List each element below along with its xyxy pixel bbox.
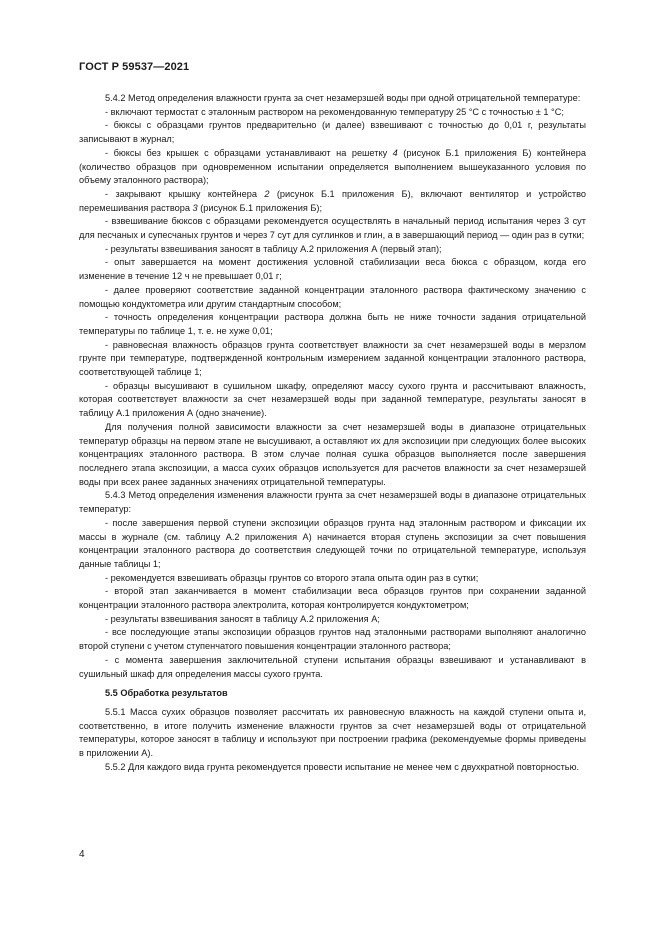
paragraph: - закрывают крышку контейнера 2 (рисунок Б.1 приложения Б), включают вентилятор и устройство перемешивания раствора 3 (рисунок Б.1 приложения Б); — [79, 188, 587, 213]
paragraph: - включают термостат с эталонным раствором на рекомендованную температуру 25 °С с точностью ± 1 °С; — [105, 106, 564, 117]
page-number: 4 — [79, 849, 85, 860]
paragraph: - бюксы без крышек с образцами устанавливают на решетку 4 (рисунок Б.1 приложения Б) контейнера (количество образцов при одновременном испытании определяется выполнением вышеуказанного условия по объему эталонного раствора); — [79, 147, 586, 186]
paragraph: 5.5.1 Масса сухих образцов позволяет рассчитать их равновесную влажность на каждой ступени опыта и, соответственно, в итоге получить изменение влажности грунтов за счет незамерзшей воды от отрицательной температуры, которое заносят в таблицу и используют при построении графика (рекомендуемые формы приведены в приложении А). — [79, 706, 586, 759]
document-header: ГОСТ Р 59537—2021 — [79, 61, 190, 73]
paragraph: - с момента завершения заключительной ступени испытания образцы взвешивают и устанавливают в сушильный шкаф для определения массы сухого грунта. — [79, 654, 586, 679]
paragraph: Для получения полной зависимости влажности за счет незамерзшей воды в диапазоне отрицательных температур образцы на первом этапе не высушивают, а оставляют их для экспозиции при следующих более высоких концентрациях эталонного раствора. В этом случае полная сушка образцов выполняется после завершения последнего этапа экспозиции, а масса сухих образцов используется для расчетов влажности за счет незамерзшей воды при всех ранее заданных значениях отрицательной температуры. — [79, 421, 586, 487]
paragraph: - точность определения концентрации раствора должна быть не ниже точности задания отрицательной температуры по таблице 1, т. е. не хуже 0,01; — [79, 312, 586, 336]
paragraph: 5.4.2 Метод определения влажности грунта за счет незамерзшей воды при одной отрицательной температуре: — [105, 93, 581, 103]
paragraph: - рекомендуется взвешивать образцы грунтов со второго этапа опыта один раз в сутки; — [105, 572, 479, 583]
paragraph: 5.5.2 Для каждого вида грунта рекомендуется провести испытание не менее чем с двухкратной повторностью. — [105, 761, 580, 772]
paragraph: - взвешивание бюксов с образцами рекомендуется осуществлять в начальный период испытания через 3 сут для песчаных и супесчаных грунтов и через 7 сут для суглинков и глин, а в завершающий период — один раз в сутки; — [79, 216, 586, 241]
section-heading: 5.5 Обработка результатов — [105, 688, 228, 699]
document-body — [79, 92, 586, 774]
paragraph: - бюксы с образцами грунтов предварительно (и далее) взвешивают с точностью до 0,01 г, результаты записывают в журнал; — [79, 120, 586, 145]
paragraph: - после завершения первой ступени экспозиции образцов грунта над эталонным раствором и фиксации их массы в журнале (см. таблицу А.2 приложения А) начинается вторая ступень экспозиции за счет повышения концентрации эталонного раствора до соответствия следующей точки по отрицательной температуре, используя данные таблицы 1; — [79, 517, 586, 569]
paragraph: - результаты взвешивания заносят в таблицу А.2 приложения А (первый этап); — [105, 243, 442, 254]
paragraph: - результаты взвешивания заносят в таблицу А.2 приложения А; — [105, 613, 380, 624]
paragraph: - второй этап заканчивается в момент стабилизации веса образцов грунтов при сохранении заданной концентрации эталонного раствора электролита, которая контролируется кондуктометром; — [79, 586, 586, 611]
paragraph: - опыт завершается на момент достижения условной стабилизации веса бюкса с образцом, когда его изменение в течение 12 ч не превышает 0,01 г; — [79, 257, 586, 282]
paragraph: - равновесная влажность образцов грунта соответствует влажности за счет незамерзшей воды в мерзлом грунте при температуре, подтвержденной контрольным измерением заданной концентрации эталонного раствора, соответствующей таблице 1; — [79, 339, 586, 378]
paragraph: - все последующие этапы экспозиции образцов грунтов над эталонными растворами выполняют аналогично второй ступени с учетом ступенчатого повышения концентрации эталонного раствора; — [79, 627, 586, 652]
paragraph: - далее проверяют соответствие заданной концентрации эталонного раствора фактическому значению с помощью кондуктометра или другим стандартным способом; — [79, 284, 586, 309]
paragraph: - образцы высушивают в сушильном шкафу, определяют массу сухого грунта и рассчитывают влажность, которая соответствует влажности за счет незамерзшей воды при заданной температуре, результаты заносят в таблицу А.1 приложения А (одно значение). — [79, 380, 586, 419]
paragraph: 5.4.3 Метод определения изменения влажности грунта за счет незамерзшей воды в диапазоне отрицательных температур: — [79, 490, 586, 515]
